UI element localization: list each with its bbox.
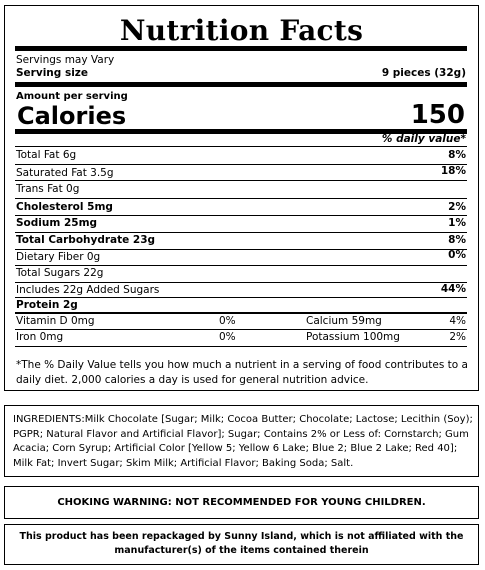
ingredients-box [4,405,479,477]
nutrient-dv: 18% [440,165,466,177]
divider [15,297,467,298]
divider-medium [15,312,467,314]
nutrient-label: Saturated Fat 3.5g [16,167,114,179]
vitamin-dv: 0% [219,331,236,343]
choking-warning-box [4,486,479,519]
divider-thick [15,46,467,51]
choking-warning-text: CHOKING WARNING: NOT RECOMMENDED FOR YOUNG CHILDREN. [57,497,426,508]
nutrient-label: Total Fat 6g [16,149,77,161]
vitamin-label: Iron 0mg [16,331,64,343]
divider [15,346,467,347]
mineral-dv: 2% [449,331,466,343]
nutrient-dv: 8% [448,149,466,161]
divider [15,215,467,216]
calories-value: 150 [410,100,465,130]
amount-per-serving: Amount per serving [16,91,128,102]
daily-value-header: % daily value* [381,133,466,145]
nutrient-dv: 44% [440,283,466,295]
nutrient-dv: 8% [448,234,466,246]
ingredients-text: INGREDIENTS:Milk Chocolate [Sugar; Milk; Cocoa Butter; Chocolate; Lactose; Lecithin (Soy); PGPR; Natural Flavor and Artificial Flavor]; Sugar; Contains 2% or Less of: Cornstarch; Gum Acacia; Corn Syrup; Artificial Color [Yellow 5; Yellow 6 Lake; Blue 2; Blue 2 Lake; Red 40]; Milk Fat; Invert Sugar; Skim Milk; Artificial Flavor; Baking Soda; Salt. [13,414,473,469]
nutrient-dv: 2% [448,201,466,213]
nutrient-label: Cholesterol 5mg [16,201,113,213]
divider [15,282,467,283]
mineral-label: Calcium 59mg [306,315,382,327]
divider [15,265,467,266]
nutrient-label: Protein 2g [16,299,78,311]
repackage-note-box [4,524,479,565]
nutrient-label: Sodium 25mg [16,217,98,229]
nutrient-label: Includes 22g Added Sugars [16,284,160,296]
vitamin-dv: 0% [219,315,236,327]
nutrient-label: Dietary Fiber 0g [16,251,101,263]
nutrient-dv: 0% [448,249,466,261]
divider [15,249,467,250]
divider [15,180,467,181]
nutrition-facts-panel [4,5,479,391]
nutrient-label: Total Sugars 22g [16,267,104,279]
serving-size-value: 9 pieces (32g) [381,67,466,79]
servings-note: Servings may Vary [16,54,115,66]
nutrient-dv: 1% [448,217,466,229]
divider [15,232,467,233]
repackage-note-text: This product has been repackaged by Sunny Island, which is not affiliated with the manufacturer(s) of the items contained therein [19,531,464,556]
divider [15,164,467,165]
mineral-dv: 4% [449,315,466,327]
divider-thick [15,82,467,87]
divider [15,198,467,199]
mineral-label: Potassium 100mg [306,331,400,343]
vitamin-label: Vitamin D 0mg [16,315,95,327]
calories-label: Calories [17,102,127,130]
nutrient-label: Trans Fat 0g [16,183,80,195]
divider [15,329,467,330]
serving-size-label: Serving size [16,67,89,79]
panel-title: Nutrition Facts [119,14,364,47]
nutrient-label: Total Carbohydrate 23g [16,234,156,246]
divider [15,146,467,147]
daily-value-footnote: *The % Daily Value tells you how much a nutrient in a serving of food contributes to a daily diet. 2,000 calories a day is used for general nutrition advice. [16,359,468,386]
